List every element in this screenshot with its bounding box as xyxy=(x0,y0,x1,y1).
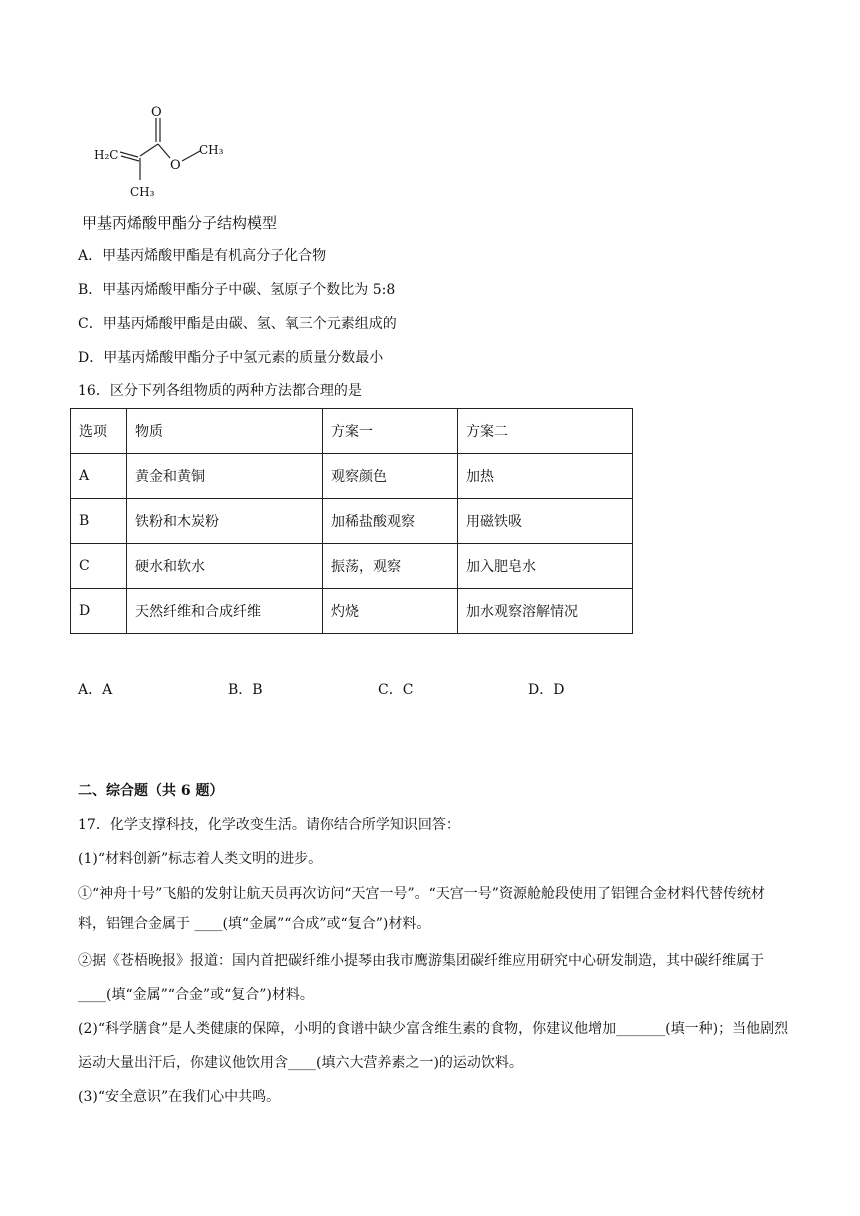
table-row xyxy=(71,544,633,589)
q17-part1: (1)“材料创新”标志着人类文明的进步。 xyxy=(78,851,323,867)
atom-ch3-bottom: CH₃ xyxy=(130,185,155,199)
q15-option-d: D．甲基丙烯酸甲酯分子中氢元素的质量分数最小 xyxy=(78,350,384,366)
q15-option-a: A．甲基丙烯酸甲酯是有机高分子化合物 xyxy=(78,248,327,264)
table-row xyxy=(71,499,633,544)
atom-ch3-right: CH₃ xyxy=(199,143,224,157)
table-cell: B xyxy=(71,499,127,544)
atom-o-top: O xyxy=(151,105,162,120)
q15-option-b: B．甲基丙烯酸甲酯分子中碳、氢原子个数比为 5:8 xyxy=(78,282,396,298)
table-cell: 加稀盐酸观察 xyxy=(323,499,458,544)
q16-choice-d: D．D xyxy=(528,682,565,698)
q16-table xyxy=(70,408,633,634)
q17-stem: 17．化学支撑科技，化学改变生活。请你结合所学知识回答： xyxy=(78,817,460,833)
atom-o-ester: O xyxy=(170,158,181,173)
table-cell: 用磁铁吸 xyxy=(458,499,633,544)
table-header-row xyxy=(71,409,633,454)
table-header-cell: 方案二 xyxy=(458,409,633,454)
table-cell: 加水观察溶解情况 xyxy=(458,589,633,634)
q17-part3: (3)“安全意识”在我们心中共鸣。 xyxy=(78,1089,281,1105)
q16-stem: 16．区分下列各组物质的两种方法都合理的是 xyxy=(78,383,362,399)
atom-ch2: H₂C xyxy=(94,148,119,162)
q17-part1b: ②据《苍梧晚报》报道：国内首把碳纤维小提琴由我市鹰游集团碳纤维应用研究中心研发制造，其中碳纤维属于____(填“金属”“合金”或“复合”)材料。 xyxy=(78,953,764,1003)
table-cell: 加入肥皂水 xyxy=(458,544,633,589)
table-row xyxy=(71,589,633,634)
table-header-cell: 物质 xyxy=(127,409,323,454)
q15-option-c: C．甲基丙烯酸甲酯是由碳、氢、氧三个元素组成的 xyxy=(78,316,397,332)
q17-part1a: ①“神舟十号”飞船的发射让航天员再次访问“天宫一号”。“天宫一号”资源舱舱段使用了铝锂合金材料代替传统材料，铝锂合金属于 ____(填“金属”“合成”或“复合”)材料。 xyxy=(78,886,765,932)
molecule-structure-diagram xyxy=(90,104,240,208)
table-cell: 观察颜色 xyxy=(323,454,458,499)
table-cell: A xyxy=(71,454,127,499)
table-cell: C xyxy=(71,544,127,589)
q16-choice-b: B．B xyxy=(228,682,263,698)
table-cell: 加热 xyxy=(458,454,633,499)
table-header-cell: 方案一 xyxy=(323,409,458,454)
table-cell: 铁粉和木炭粉 xyxy=(127,499,323,544)
section-title: 二、综合题（共 6 题） xyxy=(78,783,224,799)
table-cell: 黄金和黄铜 xyxy=(127,454,323,499)
table-cell: 振荡，观察 xyxy=(323,544,458,589)
q16-choice-c: C．C xyxy=(378,682,414,698)
table-row xyxy=(71,454,633,499)
table-header-cell: 选项 xyxy=(71,409,127,454)
table-cell: D xyxy=(71,589,127,634)
table-cell: 灼烧 xyxy=(323,589,458,634)
q16-choice-a: A．A xyxy=(78,682,113,698)
table-cell: 硬水和软水 xyxy=(127,544,323,589)
molecule-caption: 甲基丙烯酸甲酯分子结构模型 xyxy=(82,214,278,232)
table-cell: 天然纤维和合成纤维 xyxy=(127,589,323,634)
q17-part2: (2)“科学膳食”是人类健康的保障，小明的食谱中缺少富含维生素的食物，你建议他增加_______(填一种)；当他剧烈运动大量出汗后，你建议他饮用含____(填六大营养素之一)的运动饮料。 xyxy=(78,1021,789,1071)
